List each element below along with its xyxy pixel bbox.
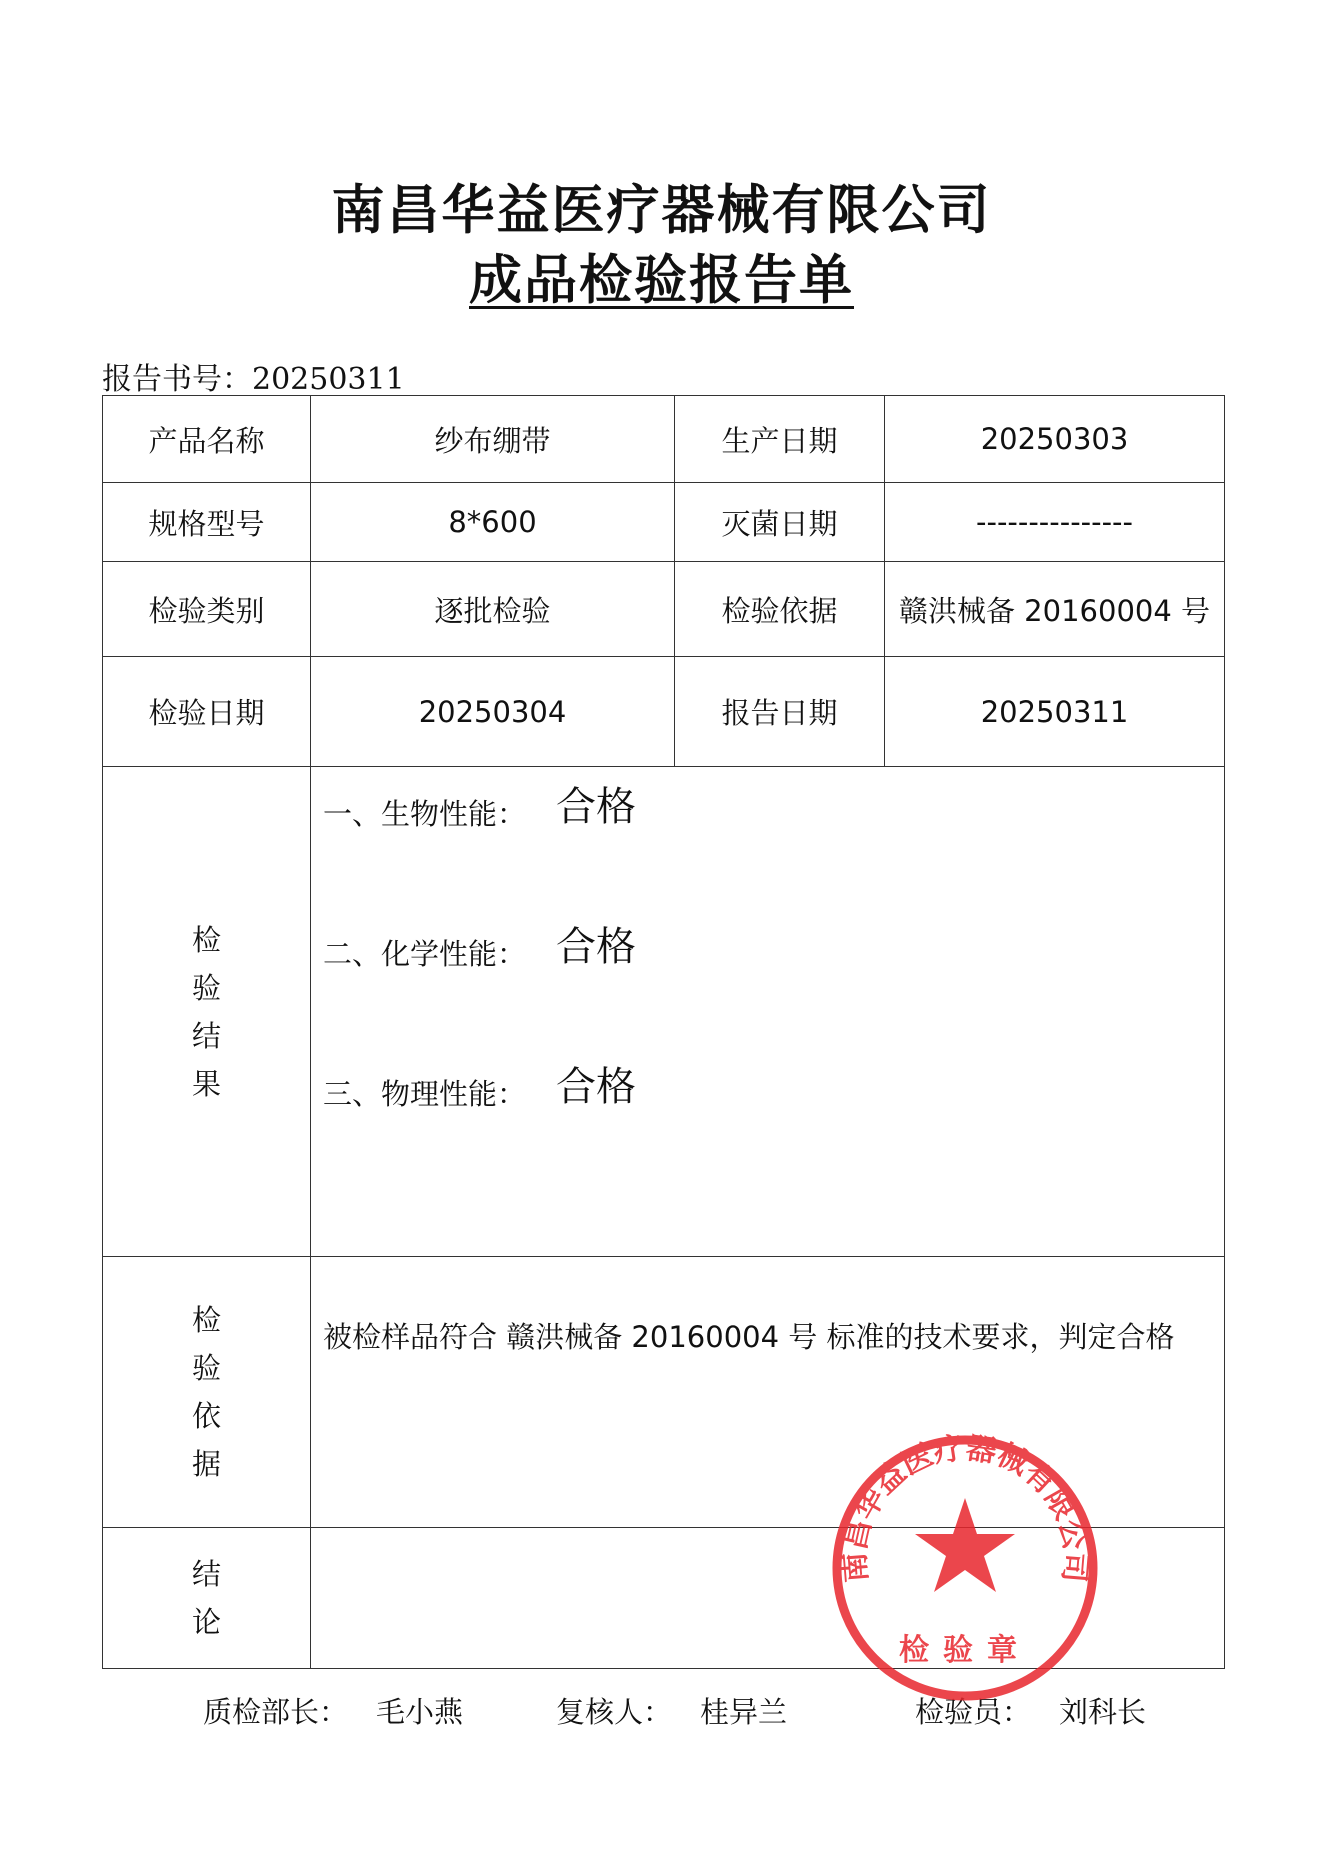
result-item-biological: 一、生物性能： 合格: [323, 784, 637, 831]
inspection-date-value: 20250304: [311, 657, 675, 767]
star-icon: [915, 1498, 1015, 1592]
sterilization-date-value: ---------------: [885, 483, 1225, 562]
report-number: 报告书号：20250311: [102, 362, 405, 397]
results-label: 检 验 结 果: [103, 767, 311, 1257]
qc-head-signature: 质检部长： 毛小燕: [203, 1695, 464, 1729]
company-name: 南昌华益医疗器械有限公司: [331, 180, 992, 241]
inspection-basis-label: 检验依据: [675, 562, 885, 657]
production-date-value: 20250303: [885, 396, 1225, 483]
table-row: [103, 562, 1225, 657]
spec-value: 8*600: [311, 483, 675, 562]
report-date-label: 报告日期: [675, 657, 885, 767]
inspection-basis-value: 赣洪械备 20160004 号: [885, 562, 1225, 657]
table-row: [103, 483, 1225, 562]
product-name-label: 产品名称: [103, 396, 311, 483]
sterilization-date-label: 灭菌日期: [675, 483, 885, 562]
company-seal-stamp: [825, 1428, 1105, 1708]
inspection-type-value: 逐批检验: [311, 562, 675, 657]
result-item-chemical: 二、化学性能： 合格: [323, 924, 637, 971]
spec-label: 规格型号: [103, 483, 311, 562]
report-date-value: 20250311: [885, 657, 1225, 767]
basis-text: 被检样品符合 赣洪械备 20160004 号 标准的技术要求，判定合格: [323, 1320, 1175, 1354]
reviewer-signature: 复核人： 桂异兰: [556, 1695, 788, 1729]
document-title: 成品检验报告单: [469, 250, 854, 311]
table-row: [103, 396, 1225, 483]
stamp-arc-text: 南昌华益医疗器械有限公司: [837, 1430, 1093, 1584]
product-name-value: 纱布绷带: [311, 396, 675, 483]
result-item-physical: 三、物理性能： 合格: [323, 1064, 637, 1111]
conclusion-label: 结 论: [103, 1528, 311, 1669]
results-cell: [311, 767, 1225, 1257]
inspector-signature: 检验员： 刘科长: [915, 1695, 1147, 1729]
table-row: [103, 767, 1225, 1257]
inspection-type-label: 检验类别: [103, 562, 311, 657]
stamp-bottom-text: 检验章: [899, 1633, 1031, 1668]
production-date-label: 生产日期: [675, 396, 885, 483]
basis-label: 检 验 依 据: [103, 1257, 311, 1528]
inspection-date-label: 检验日期: [103, 657, 311, 767]
table-row: [103, 657, 1225, 767]
